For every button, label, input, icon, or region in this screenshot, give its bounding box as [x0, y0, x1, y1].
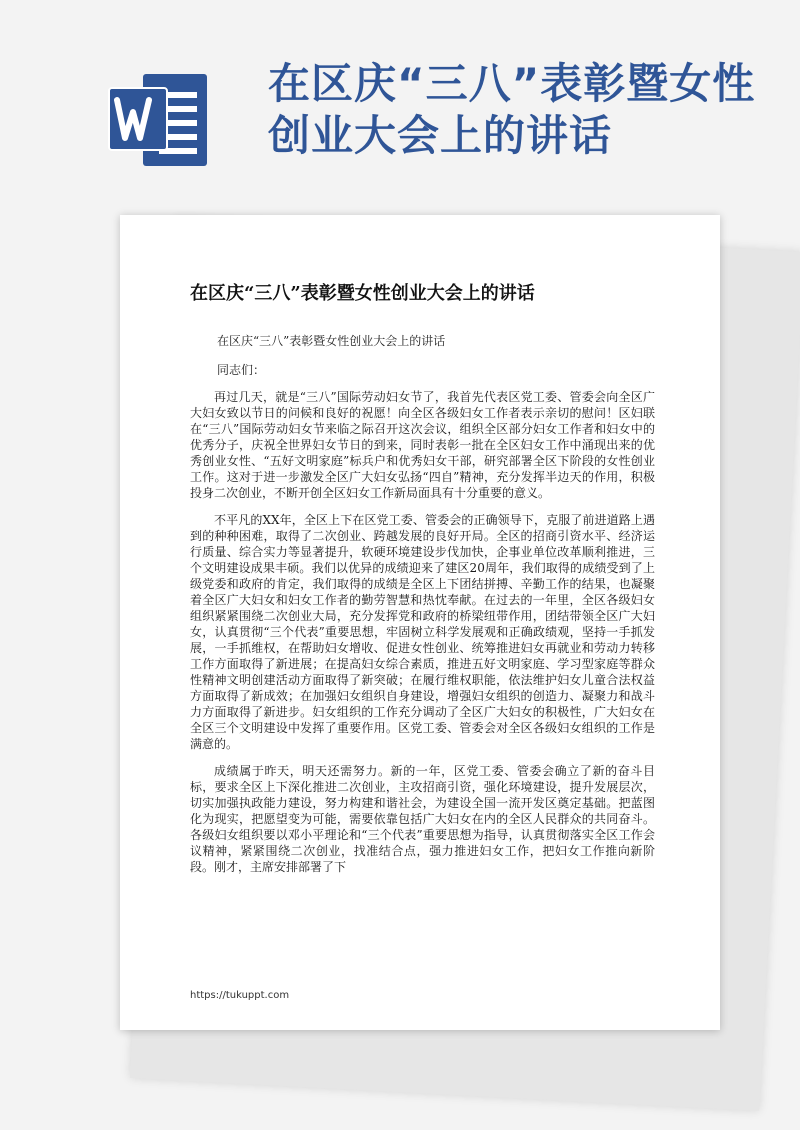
header-banner [0, 0, 800, 200]
footer-url: https://tukuppt.com [190, 990, 290, 1001]
document-title: 在区庆“三八”表彰暨女性创业大会上的讲话 [190, 283, 535, 304]
document-page [120, 215, 720, 1030]
document-subtitle: 在区庆“三八”表彰暨女性创业大会上的讲话 [217, 334, 446, 348]
header-title: 在区庆“三八”表彰暨女性创业大会上的讲话 [268, 59, 756, 160]
paragraph-2: 不平凡的XX年，全区上下在区党工委、管委会的正确领导下，克服了前进道路上遇到的种种困难，取得了二次创业、跨越发展的良好开局。全区的招商引资水平、经济运行质量、综合实力等显著提升，软硬环境建设步伐加快，企事业单位改革顺利推进，三个文明建设成果丰硕。我们以优异的成绩迎来了建区20周年，我们取得的成绩受到了上级党委和政府的肯定，我们取得的成绩是全区上下团结拼搏、辛勤工作的结果，也凝聚着全区广大妇女和妇女工作者的勤劳智慧和热忱奉献。在过去的一年里，全区各级妇女组织紧紧围绕二次创业大局，充分发挥党和政府的桥梁纽带作用，团结带领全区广大妇女，认真贯彻“三个代表”重要思想，牢固树立科学发展观和正确政绩观，坚持一手抓发展，一手抓维权，在帮助妇女增收、促进女性创业、统筹推进妇女再就业和劳动力转移工作方面取得了新进展；在提高妇女综合素质，推进五好文明家庭、学习型家庭等群众性精神文明创建活动方面取得了新突破；在履行维权职能，依法维护妇女儿童合法权益方面取得了新成效；在加强妇女组织自身建设，增强妇女组织的创造力、凝聚力和战斗力方面取得了新进步。妇女组织的工作充分调动了全区广大妇女的积极性，广大妇女在全区三个文明建设中发挥了重要作用。区党工委、管委会对全区各级妇女组织的工作是满意的。 [190, 513, 655, 751]
document-body [190, 389, 655, 886]
paragraph-3: 成绩属于昨天，明天还需努力。新的一年，区党工委、管委会确立了新的奋斗目标，要求全区上下深化推进二次创业，主攻招商引资，强化环境建设，提升发展层次，切实加强执政能力建设，努力构建和谐社会，为建设全国一流开发区奠定基础。把蓝图化为现实，把愿望变为可能，需要依靠包括广大妇女在内的全区人民群众的共同奋斗。各级妇女组织要以邓小平理论和“三个代表”重要思想为指导，认真贯彻落实全区工作会议精神，紧紧围绕二次创业，找准结合点，强力推进妇女工作，把妇女工作推向新阶段。刚才，主席安排部署了下 [190, 764, 655, 874]
word-document-icon [107, 70, 211, 170]
greeting: 同志们： [217, 363, 266, 377]
paragraph-1: 再过几天，就是“三八”国际劳动妇女节了，我首先代表区党工委、管委会向全区广大妇女致以节日的问候和良好的祝愿！向全区各级妇女工作者表示亲切的慰问！区妇联在“三八”国际劳动妇女节来临之际召开这次会议，组织全区部分妇女工作者和妇女中的优秀分子，庆祝全世界妇女节日的到来，同时表彰一批在全区妇女工作中涌现出来的优秀创业女性、“五好文明家庭”标兵户和优秀妇女干部，研究部署全区下阶段的女性创业工作。这对于进一步激发全区广大妇女弘扬“四自”精神，充分发挥半边天的作用，积极投身二次创业，不断开创全区妇女工作新局面具有十分重要的意义。 [190, 390, 655, 500]
